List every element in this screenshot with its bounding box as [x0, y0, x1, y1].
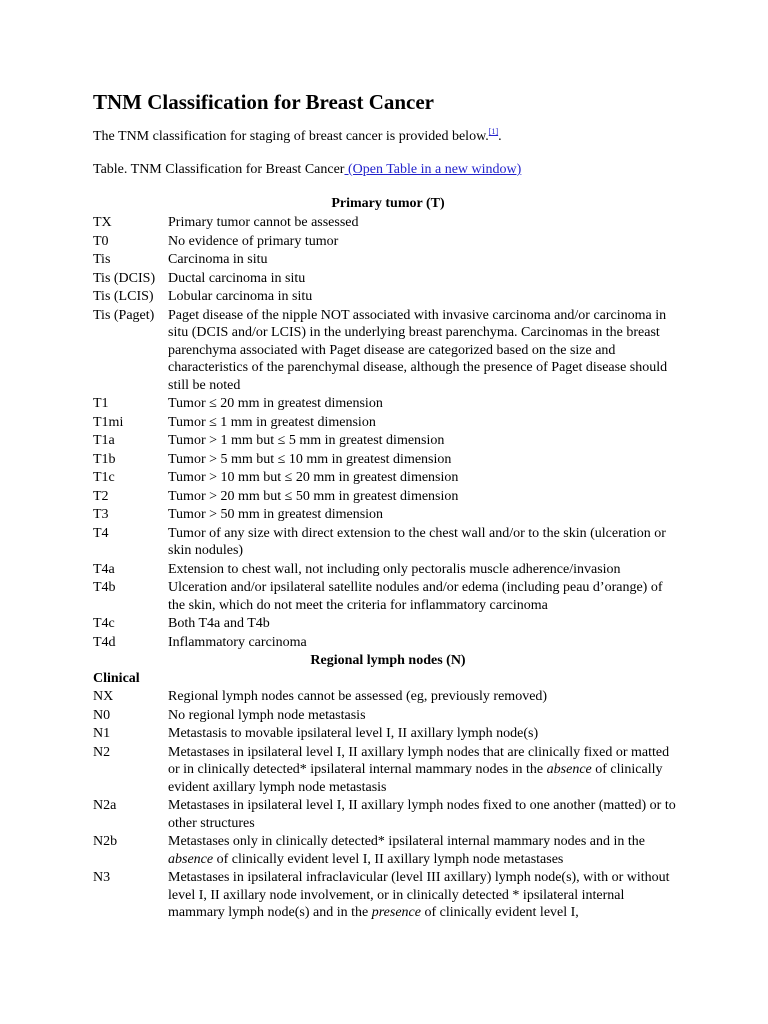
description-text: Metastases in ipsilateral level I, II axillary lymph nodes that are clinically fixed or matted or in clinically detected* ipsilateral internal mammary nodes in the — [168, 744, 670, 777]
table-row — [93, 214, 683, 233]
stage-code: T1mi — [93, 414, 124, 430]
open-table-link[interactable]: (Open Table in a new window) — [344, 162, 522, 177]
table-row — [93, 797, 683, 833]
stage-description: Ulceration and/or ipsilateral satellite nodules and/or edema (including peau d’orange) of the skin, which do not meet the criteria for inflammatory carcinoma — [168, 580, 663, 613]
stage-code: N3 — [93, 870, 111, 885]
stage-code: N1 — [93, 726, 111, 741]
intro-paragraph — [93, 128, 683, 146]
table-row — [93, 579, 683, 615]
stage-description: No regional lymph node metastasis — [168, 707, 366, 723]
table-row — [93, 725, 683, 744]
stage-description: Lobular carcinoma in situ — [168, 289, 313, 304]
table-row — [93, 270, 683, 289]
intro-trailing: . — [498, 129, 502, 144]
stage-description: Extension to chest wall, not including only pectoralis muscle adherence/invasion — [168, 561, 621, 577]
table-row — [93, 233, 683, 252]
page-title: TNM Classification for Breast Cancer — [93, 90, 435, 114]
stage-code: N2 — [93, 744, 111, 760]
description-text: of clinically evident level I, — [420, 905, 579, 920]
stage-code: T4b — [93, 580, 116, 595]
description-text: of clinically evident axillary lymph node metastasis — [168, 762, 663, 795]
table-row — [93, 869, 683, 923]
table-row — [93, 414, 683, 433]
table-row — [93, 451, 683, 470]
table-row — [93, 561, 683, 580]
description-text: of clinically evident level I, II axillary lymph node metastases — [213, 851, 564, 867]
stage-code: N2b — [93, 834, 118, 849]
stage-code: N2a — [93, 798, 117, 813]
table-row — [93, 525, 683, 561]
clinical-subheading: Clinical — [93, 671, 140, 686]
document-page — [93, 86, 683, 923]
stage-code: NX — [93, 689, 114, 704]
stage-code: Tis — [93, 252, 111, 267]
emphasis-text: presence — [371, 905, 421, 920]
stage-code: T4d — [93, 634, 116, 650]
table-row — [93, 615, 683, 634]
primary-tumor-heading: Primary tumor (T) — [331, 196, 445, 211]
stage-code: T1b — [93, 451, 116, 467]
stage-description: Tumor ≤ 20 mm in greatest dimension — [168, 396, 383, 411]
table-row — [93, 833, 683, 869]
stage-code: N0 — [93, 707, 111, 723]
reference-superscript — [489, 127, 498, 136]
table-caption — [93, 161, 683, 179]
stage-code: T1 — [93, 396, 109, 411]
table-row — [93, 707, 683, 726]
stage-code: T4 — [93, 525, 109, 541]
table-row — [93, 634, 683, 653]
table-row — [93, 395, 683, 414]
stage-code: T1a — [93, 433, 115, 448]
table-row — [93, 488, 683, 507]
regional-nodes-heading: Regional lymph nodes (N) — [310, 653, 466, 668]
stage-code: TX — [93, 215, 112, 230]
stage-description — [168, 869, 683, 923]
description-text: Metastases in ipsilateral infraclavicular (level III axillary) lymph node(s), with or without level I, II axillary node involvement, or in clinically detected * ipsilateral internal mammary lymph node(s) and in the — [168, 870, 670, 920]
stage-description: Primary tumor cannot be assessed — [168, 215, 359, 230]
stage-description — [168, 833, 683, 869]
stage-description: Tumor > 5 mm but ≤ 10 mm in greatest dimension — [168, 451, 452, 467]
stage-code: Tis (Paget) — [93, 307, 155, 323]
stage-description: Metastases in ipsilateral level I, II axillary lymph nodes fixed to one another (matted) or to other structures — [168, 798, 676, 831]
stage-description: Paget disease of the nipple NOT associated with invasive carcinoma and/or carcinoma in situ (DCIS and/or LCIS) in the underlying breast parenchyma. Carcinomas in the breast parenchyma associated with Paget disease are categorized based on the size and characteristics of the parenchymal disease, although the presence of Paget disease should still be noted — [168, 307, 668, 393]
regional-nodes-table — [93, 688, 683, 923]
stage-description: Inflammatory carcinoma — [168, 634, 307, 650]
stage-description — [168, 744, 683, 798]
table-row — [93, 688, 683, 707]
emphasis-text: absence — [168, 851, 214, 867]
stage-code: T3 — [93, 507, 109, 522]
table-row — [93, 506, 683, 525]
table-row — [93, 744, 683, 798]
stage-code: T0 — [93, 233, 109, 249]
table-row — [93, 432, 683, 451]
caption-text: Table. TNM Classification for Breast Cancer — [93, 162, 345, 177]
primary-tumor-table — [93, 214, 683, 652]
stage-description: Tumor > 20 mm but ≤ 50 mm in greatest dimension — [168, 488, 459, 504]
stage-description: Tumor > 10 mm but ≤ 20 mm in greatest dimension — [168, 470, 459, 485]
table-row — [93, 469, 683, 488]
stage-description: Tumor of any size with direct extension to the chest wall and/or to the skin (ulceration or skin nodules) — [168, 525, 666, 558]
stage-description: Tumor > 1 mm but ≤ 5 mm in greatest dimension — [168, 433, 445, 448]
stage-description: Both T4a and T4b — [168, 616, 270, 631]
stage-code: T2 — [93, 488, 109, 504]
intro-text: The TNM classification for staging of breast cancer is provided below. — [93, 129, 489, 144]
stage-description: Tumor ≤ 1 mm in greatest dimension — [168, 414, 376, 430]
emphasis-text: absence — [546, 762, 592, 777]
stage-code: T4c — [93, 616, 115, 631]
stage-code: T4a — [93, 561, 115, 577]
stage-description: Tumor > 50 mm in greatest dimension — [168, 507, 384, 522]
stage-description: Metastasis to movable ipsilateral level I, II axillary lymph node(s) — [168, 726, 539, 741]
table-row — [93, 288, 683, 307]
table-row — [93, 307, 683, 396]
reference-link[interactable]: [1] — [488, 127, 499, 136]
stage-code: T1c — [93, 470, 115, 485]
table-row — [93, 251, 683, 270]
stage-description: No evidence of primary tumor — [168, 233, 339, 249]
description-text: Metastases only in clinically detected* ipsilateral internal mammary nodes and in the — [168, 834, 646, 849]
stage-description: Regional lymph nodes cannot be assessed (eg, previously removed) — [168, 689, 548, 704]
stage-code: Tis (DCIS) — [93, 270, 156, 286]
stage-description: Ductal carcinoma in situ — [168, 270, 306, 286]
stage-code: Tis (LCIS) — [93, 289, 154, 304]
stage-description: Carcinoma in situ — [168, 252, 268, 267]
